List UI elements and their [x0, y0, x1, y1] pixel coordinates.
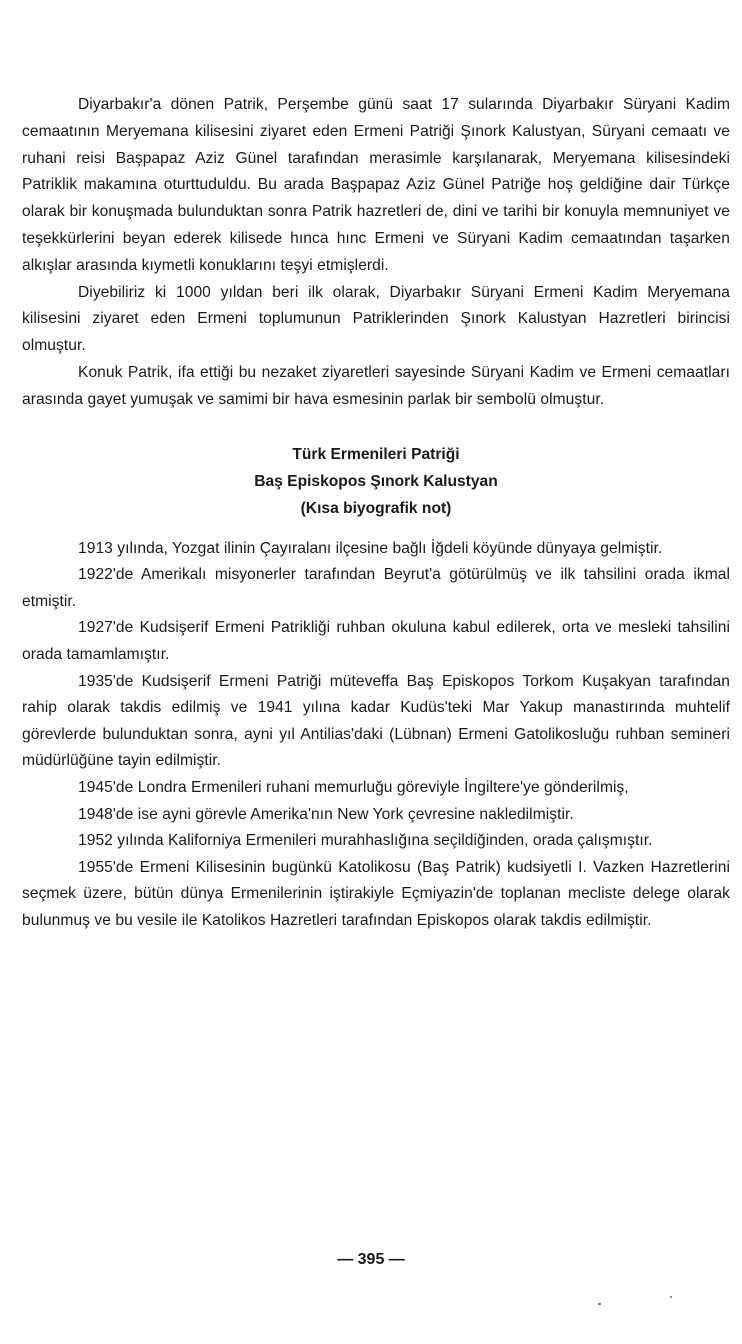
- bio-entry: 1935'de Kudsişerif Ermeni Patriği müteveffa Baş Episkopos Torkom Kuşakyan tarafından rahip olarak takdis edilmiş ve 1941 yılına kadar Kudüs'teki Mar Yakup manastırında muhtelif görevlerde bulunduktan sonra, ayni yıl Antilias'daki (Lübnan) Ermeni Gatolikosluğu ruhban semineri müdürlüğüne tayin edilmiştir.: [22, 672, 730, 770]
- intro-section: [22, 92, 730, 414]
- page-number: — 395 —: [337, 1251, 405, 1268]
- heading-line-subtitle: (Kısa biyografik not): [300, 499, 452, 517]
- paragraph: Diyarbakır'a dönen Patrik, Perşembe günü saat 17 sularında Diyarbakır Süryani Kadim cemaatının Meryemana kilisesini ziyaret eden Ermeni Patriği Şınork Kalustyan, Süryani cemaatı ve ruhani reisi Başpapaz Aziz Günel tarafından merasimle karşılanarak, Meryemana kilisesindeki Patriklik makamına oturttuduldu. Bu arada Başpapaz Aziz Günel Patriğe hoş geldiğine dair Türkçe olarak bir konuşmada bulunduktan sonra Patrik hazretleri de, dini ve tarihi bir konuyla memnuniyet ve teşekkürlerini beyan ederek kilisede hınca hınc Ermeni ve Süryani Kadim cemaatından taşarken alkışlar arasında kıymetli konuklarını teşyi etmişlerdi.: [22, 96, 730, 274]
- scan-speck: [670, 1296, 672, 1298]
- bio-entry: 1948'de ise ayni görevle Amerika'nın New York çevresine nakledilmiştir.: [78, 805, 574, 823]
- bio-entry: 1955'de Ermeni Kilisesinin bugünkü Katolikosu (Baş Patrik) kudsiyetli I. Vazken Hazretlerini seçmek üzere, bütün dünya Ermenilerinin iştirakiyle Eçmiyazin'de toplanan mecliste delege olarak bulunmuş ve bu vesile ile Katolikos Hazretleri tarafından Episkopos olarak takdis edilmiştir.: [22, 858, 730, 929]
- bio-entry: 1922'de Amerikalı misyonerler tarafından Beyrut'a götürülmüş ve ilk tahsilini orada ikmal etmiştir.: [22, 566, 730, 610]
- section-heading: [22, 441, 730, 522]
- bio-entry: 1945'de Londra Ermenileri ruhani memurluğu göreviyle İngiltere'ye gönderilmiş,: [78, 778, 629, 796]
- bio-entry: 1927'de Kudsişerif Ermeni Patrikliği ruhban okuluna kabul edilerek, orta ve mesleki tahsilini orada tamamlamıştır.: [22, 619, 730, 663]
- bio-entry: 1913 yılında, Yozgat ilinin Çayıralanı ilçesine bağlı İğdeli köyünde dünyaya gelmiştir.: [78, 539, 663, 557]
- scan-speck: [598, 1303, 601, 1305]
- bio-entry: 1952 yılında Kaliforniya Ermenileri murahhaslığına seçildiğinden, orada çalışmıştır.: [78, 832, 653, 850]
- paragraph: Konuk Patrik, ifa ettiği bu nezaket ziyaretleri sayesinde Süryani Kadim ve Ermeni cemaatları arasında gayet yumuşak ve samimi bir hava esmesinin parlak bir sembolü olmuştur.: [22, 363, 730, 408]
- paragraph: Diyebiliriz ki 1000 yıldan beri ilk olarak, Diyarbakır Süryani Ermeni Kadim Meryemana kilisesini ziyaret eden Ermeni toplumunun Patriklerinden Şınork Kalustyan Hazretleri birincisi olmuştur.: [22, 283, 730, 355]
- biography-section: [22, 536, 730, 935]
- page-body: [22, 92, 730, 934]
- heading-line-title: Türk Ermenileri Patriği: [292, 445, 460, 463]
- heading-line-name: Baş Episkopos Şınork Kalustyan: [254, 472, 498, 490]
